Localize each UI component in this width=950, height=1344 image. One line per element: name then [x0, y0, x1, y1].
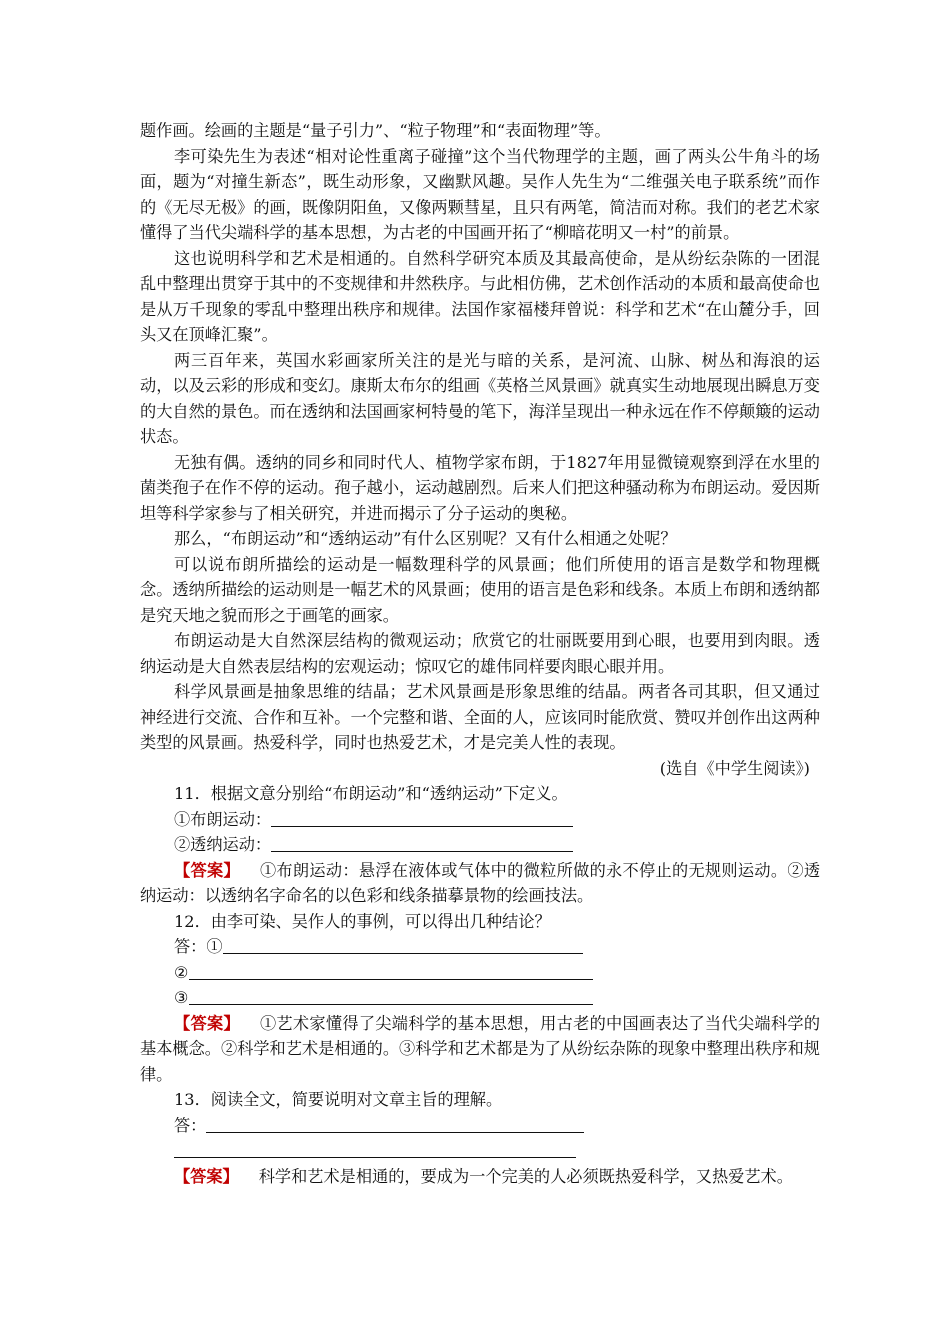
q13-blank1-label: 答： — [174, 1115, 207, 1135]
q11-blank1-label: ①布朗运动： — [174, 809, 272, 829]
q12-blank-row — [140, 960, 820, 986]
paragraph: 可以说布朗所描绘的运动是一幅数理科学的风景画；他们所使用的语言是数学和物理概念。透纳所描绘的运动则是一幅艺术的风景画；使用的语言是色彩和线条。本质上布朗和透纳都是究天地之貌而形之于画笔的画家。 — [140, 554, 820, 625]
source-citation: (选自《中学生阅读》) — [659, 758, 810, 778]
q12-blank-row — [140, 934, 820, 960]
q11-blank-row — [140, 832, 820, 858]
q13-answer-text: 科学和艺术是相通的，要成为一个完美的人必须既热爱科学，又热爱艺术。 — [258, 1166, 793, 1186]
q13-blank2-line[interactable] — [174, 1139, 576, 1158]
document-page — [140, 118, 820, 1189]
paragraph: 李可染先生为表述“相对论性重离子碰撞”这个当代物理学的主题，画了两头公牛角斗的场面，题为“对撞生新态”，既生动形象，又幽默风趣。吴作人先生为“二维强关电子联系统”而作的《无尽无极》的画，既像阴阳鱼，又像两颗彗星，且只有两笔，简洁而对称。我们的老艺术家懂得了当代尖端科学的基本思想，为古老的中国画开拓了“柳暗花明又一村”的前景。 — [140, 146, 820, 242]
q12-blank1-line[interactable] — [223, 935, 583, 954]
q13-blank-row — [140, 1113, 820, 1139]
answer-tag: 【答案】 — [174, 1013, 240, 1033]
q12-answer — [140, 1011, 820, 1088]
paragraph: 布朗运动是大自然深层结构的微观运动；欣赏它的壮丽既要用到心眼，也要用到肉眼。透纳运动是大自然表层结构的宏观运动；惊叹它的雄伟同样要肉眼心眼并用。 — [140, 631, 820, 676]
q11-answer-text: ①布朗运动：悬浮在液体或气体中的微粒所做的永不停止的无规则运动。②透纳运动：以透纳名字命名的以色彩和线条描摹景物的绘画技法。 — [140, 860, 821, 905]
question-12: 12．由李可染、吴作人的事例，可以得出几种结论？ — [174, 911, 551, 931]
answer-tag: 【答案】 — [174, 1166, 239, 1186]
q12-blank3-label: ③ — [174, 988, 189, 1007]
q13-answer — [140, 1164, 820, 1190]
q11-blank2-label: ②透纳运动： — [174, 835, 272, 854]
q12-blank2-line[interactable] — [189, 961, 593, 980]
question-13: 13．阅读全文，简要说明对文章主旨的理解。 — [174, 1090, 503, 1109]
paragraph: 题作画。绘画的主题是“量子引力”、“粒子物理”和“表面物理”等。 — [140, 121, 611, 140]
q12-blank-row — [140, 985, 820, 1011]
q13-blank-row-2 — [140, 1138, 820, 1164]
q13-blank1-line[interactable] — [206, 1114, 584, 1133]
q12-blank3-line[interactable] — [189, 986, 593, 1005]
answer-tag: 【答案】 — [174, 860, 240, 880]
paragraph: 两三百年来，英国水彩画家所关注的是光与暗的关系，是河流、山脉、树丛和海浪的运动，以及云彩的形成和变幻。康斯太布尔的组画《英格兰风景画》就真实生动地展现出瞬息万变的大自然的景色。而在透纳和法国画家柯特曼的笔下，海洋呈现出一种永远在作不停颠簸的运动状态。 — [140, 350, 820, 446]
q11-blank-row — [140, 807, 820, 833]
q11-blank2-line[interactable] — [271, 833, 573, 852]
question-11: 11．根据文意分别给“布朗运动”和“透纳运动”下定义。 — [174, 784, 568, 803]
q11-answer — [140, 858, 820, 909]
q12-blank2-label: ② — [174, 962, 189, 982]
paragraph: 这也说明科学和艺术是相通的。自然科学研究本质及其最高使命，是从纷纭杂陈的一团混乱中整理出贯穿于其中的不变规律和井然秩序。与此相仿佛，艺术创作活动的本质和最高使命也是从万千现象的零乱中整理出秩序和规律。法国作家福楼拜曾说：科学和艺术“在山麓分手，回头又在顶峰汇聚”。 — [140, 248, 820, 344]
paragraph: 那么，“布朗运动”和“透纳运动”有什么区别呢？又有什么相通之处呢？ — [174, 529, 677, 548]
paragraph: 无独有偶。透纳的同乡和同时代人、植物学家布朗，于1827年用显微镜观察到浮在水里的菌类孢子在作不停的运动。孢子越小，运动越剧烈。后来人们把这种骚动称为布朗运动。爱因斯坦等科学家参与了相关研究，并进而揭示了分子运动的奥秘。 — [140, 452, 820, 523]
q11-blank1-line[interactable] — [271, 808, 573, 827]
paragraph: 科学风景画是抽象思维的结晶；艺术风景画是形象思维的结晶。两者各司其职，但又通过神经进行交流、合作和互补。一个完整和谐、全面的人，应该同时能欣赏、赞叹并创作出这两种类型的风景画。热爱科学，同时也热爱艺术，才是完美人性的表现。 — [140, 682, 820, 752]
q12-answer-text: ①艺术家懂得了尖端科学的基本思想，用古老的中国画表达了当代尖端科学的基本概念。②科学和艺术是相通的。③科学和艺术都是为了从纷纭杂陈的现象中整理出秩序和规律。 — [140, 1013, 821, 1084]
q12-blank1-label: 答：① — [174, 937, 223, 956]
